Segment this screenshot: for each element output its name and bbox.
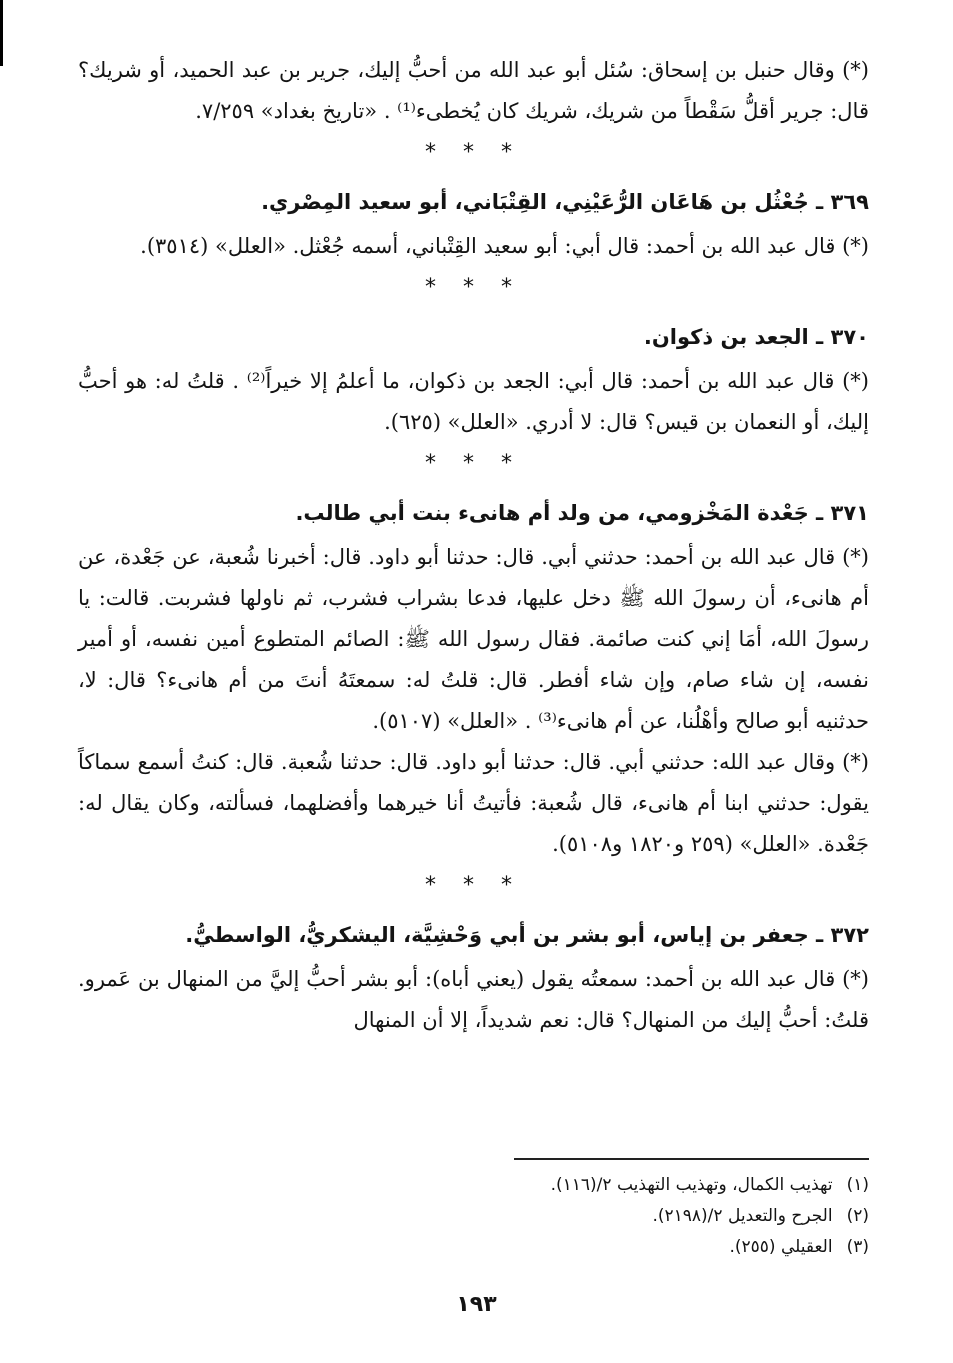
- page-body: [78, 50, 869, 1041]
- section-separator: * * *: [425, 451, 522, 476]
- footnote-rule: [514, 1158, 869, 1160]
- footnote-2: [89, 1201, 869, 1232]
- section-separator: * * *: [425, 275, 522, 300]
- entry-370-paragraph: (*) قال عبد الله بن أحمد: قال أبي: الجعد بن ذكوان، ما أعلمُ إلا خيراً⁽²⁾ . قلتُ له: هو أحبُّ إليك، أو النعمان بن قيس؟ قال: لا أدري. «العلل» (٦٢٥).: [78, 369, 869, 434]
- footnote-number: (٣): [846, 1237, 869, 1257]
- entry-371-paragraph-1: (*) قال عبد الله بن أحمد: حدثني أبي. قال: حدثنا أبو داود. قال: أخبرنا شُعبة، عن جَعْدة، عن أم هانىء، أن رسولَ الله ﷺ دخل عليها، فدعا بشراب فشرب، ثم ناولها فشربت. قالت: يا رسولَ الله، أمَا إني كنت صائمة. فقال رسول الله ﷺ: الصائم المتطوع أمين نفسه، أو أمير نفسه، إن شاء صام، وإن شاء أفطر. قال: قلتُ له: سمعتَهُ أنتَ من أم هانىء؟ قال: لا، حدثنيه أبو صالح وأهْلُنا، عن أم هانىء⁽³⁾ . «العلل» (٥١٠٧).: [78, 545, 869, 733]
- page-edge-line: [0, 0, 3, 66]
- footnote-3: [89, 1232, 869, 1263]
- entry-368-continuation-paragraph: (*) وقال حنبل بن إسحاق: سُئل أبو عبد الله من أحبُّ إليك، جرير بن عبد الحميد، أو شريك؟ قال: جرير أقلُّ سَقْطاً من شريك، شريك كان يُخطىء⁽¹⁾ . «تاريخ بغداد» ٧/٢٥٩.: [78, 58, 869, 123]
- entry-371-paragraph-2: (*) وقال عبد الله: حدثني أبي. قال: حدثنا أبو داود. قال: حدثنا شُعبة. قال: كنتُ أسمع سماكاً يقول: حدثني ابنا أم هانىء، قال شُعبة: فأتيتُ أنا خيرهما وأفضلهما، فسألته، وكان يقال له: جَعْدة. «العلل» (٢٥٩ و١٨٢٠ و٥١٠٨).: [78, 750, 869, 856]
- footnote-1: [89, 1170, 869, 1201]
- entry-371-heading: ٣٧١ ـ جَعْدة المَخْزومي، من ولد أم هانىء بنت أبي طالب.: [295, 501, 869, 525]
- page-number: ١٩٣: [456, 1292, 497, 1317]
- footnote-text: تهذيب الكمال، وتهذيب التهذيب ٢/(١١٦).: [550, 1175, 833, 1195]
- entry-370-heading: ٣٧٠ ـ الجعد بن ذكوان.: [643, 325, 869, 349]
- section-separator: * * *: [425, 873, 522, 898]
- footnote-number: (١): [846, 1175, 869, 1195]
- footnotes: [89, 1158, 869, 1263]
- entry-372-paragraph: (*) قال عبد الله بن أحمد: سمعتُه يقول (يعني أباه): أبو بشر أحبُّ إليَّ من المنهال بن عَمرو. قلتُ: أحبُّ إليك من المنهال؟ قال: نعم شديداً، إلا أن المنهال: [78, 967, 869, 1032]
- entry-372-heading: ٣٧٢ ـ جعفر بن إياس، أبو بشر بن أبي وَحْشِيَّة، اليشكريُّ، الواسطيُّ.: [185, 923, 869, 947]
- footnote-number: (٢): [846, 1206, 869, 1226]
- entry-369-heading: ٣٦٩ ـ جُعْثُل بن هَاعَان الرُّعَيْنِي، القِتْبَاني، أبو سعيد المِصْري.: [261, 190, 869, 214]
- section-separator: * * *: [425, 140, 522, 165]
- entry-369-paragraph: (*) قال عبد الله بن أحمد: قال أبي: أبو سعيد القِتْباني، أسمه جُعْثل. «العلل» (٣٥١٤).: [140, 234, 869, 258]
- footnote-text: الجرح والتعديل ٢/(٢١٩٨).: [652, 1206, 833, 1226]
- footnote-text: العقيلي (٢٥٥).: [729, 1237, 833, 1257]
